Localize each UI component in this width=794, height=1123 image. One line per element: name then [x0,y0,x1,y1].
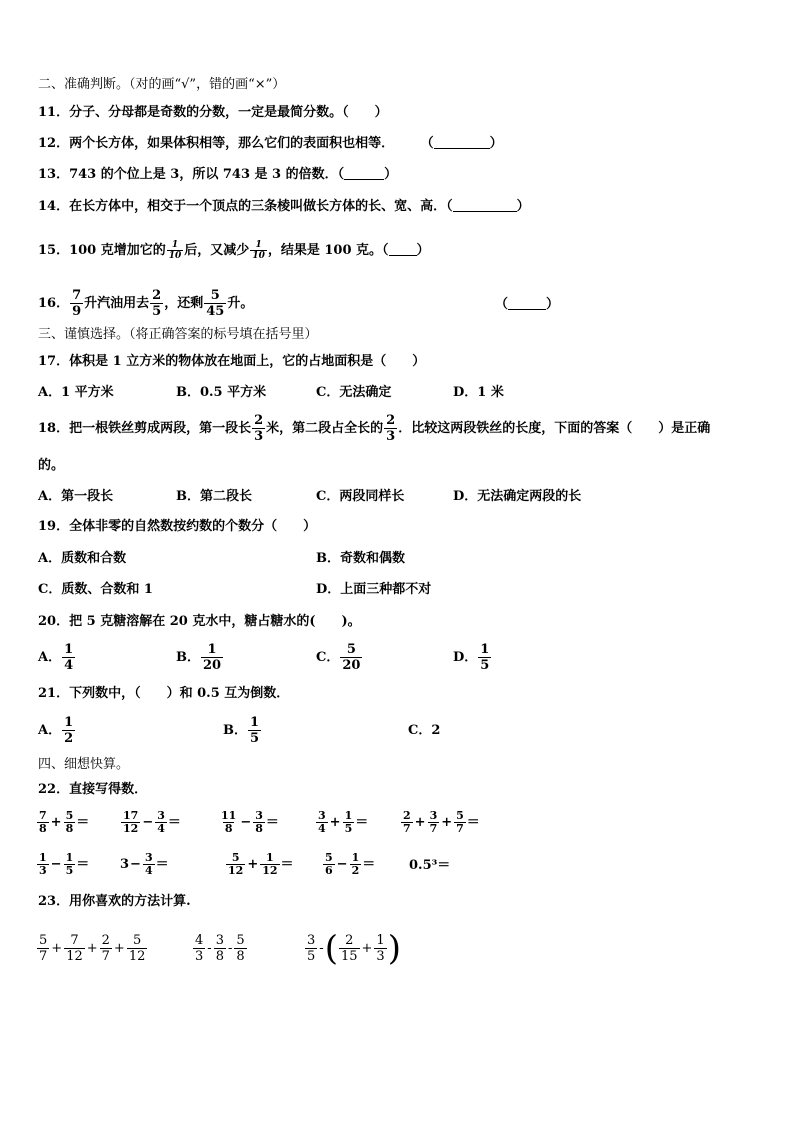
q22-expr-3: $\frac{11}{8}$ − $\frac{3}{8}$ ＝ [221,809,279,835]
q22-expr-4: $\frac{3}{4}$ + $\frac{1}{5}$ ＝ [318,809,369,835]
question-15-text-c: ，结果是 100 克。（ [267,243,389,258]
q19-option-a[interactable]: A．质数和合数 [38,551,127,566]
fraction: $\frac{2}{3}$ [386,413,396,444]
q18-option-c[interactable]: C．两段同样长 [316,489,405,504]
question-12-text: 12．两个长方体，如果体积相等，那么它们的表面积也相等． [38,136,395,151]
q22-expr-1: $\frac{7}{8}$ + $\frac{5}{8}$ ＝ [39,809,90,835]
q22-expr-8: $\frac{5}{12}$ + $\frac{1}{12}$ ＝ [228,851,294,877]
q20-option-c[interactable]: C． $\frac{5}{20}$ [316,642,361,673]
question-18 [38,411,710,447]
q17-option-a[interactable]: A．1 平方米 [38,385,114,400]
q19-option-b[interactable]: B．奇数和偶数 [316,551,405,566]
fraction: $\frac{1}{10}$ [252,240,265,261]
question-17: 17．体积是 1 立方米的物体放在地面上，它的占地面积是（ ） [38,354,426,369]
question-13-text: 13．743 的个位上是 3，所以 743 是 3 的倍数．（ [38,167,345,182]
paren-right: ） [416,243,430,258]
q22-expr-9: $\frac{5}{6}$ − $\frac{1}{2}$ ＝ [325,851,376,877]
paren-right: ） [489,136,503,151]
fraction: $\frac{1}{10}$ [168,240,182,261]
fraction: $\frac{1}{2}$ [64,715,74,746]
q19-option-d[interactable]: D．上面三种都不对 [316,582,432,597]
question-18-text-a: 18．把一根铁丝剪成两段，第一段长 [38,421,252,436]
fraction: $\frac{1}{5}$ [480,642,490,673]
fraction: $\frac{1}{5}$ [250,715,260,746]
q23-expr-3: $\frac{3}{5}$ -( $\frac{2}{15}$ + $\frac{1}{3}$ ) [307,928,401,969]
question-13 [38,167,397,183]
question-22: 22．直接写得数． [38,782,148,797]
q19-option-c[interactable]: C．质数、合数和 1 [38,582,153,597]
q18-option-a[interactable]: A．第一段长 [38,489,114,504]
answer-blank[interactable] [508,297,546,310]
question-18-tail: 的。 [38,458,65,473]
q22-expr-2: $\frac{17}{12}$ − $\frac{3}{4}$ ＝ [123,809,181,835]
q21-option-b[interactable]: B． $\frac{1}{5}$ [223,715,260,746]
q23-expr-1: $\frac{5}{7}$ + $\frac{7}{12}$ + $\frac{2}{7}$ + $\frac{5}{12}$ [39,933,146,964]
paren-right: ） [516,199,530,214]
q18-option-d[interactable]: D．无法确定两段的长 [453,489,582,504]
answer-blank[interactable] [344,167,384,180]
answer-blank[interactable] [389,243,417,256]
question-11: 11．分子、分母都是奇数的分数，一定是最简分数。（ ） [38,105,388,120]
fraction: $\frac{2}{5}$ [152,288,162,319]
q18-option-b[interactable]: B．第二段长 [176,489,252,504]
q23-expr-2: $\frac{4}{3}$ - $\frac{3}{8}$ - $\frac{5}{8}$ [195,933,245,964]
paren-left: （ [495,297,509,312]
q21-option-a[interactable]: A． $\frac{1}{2}$ [38,715,74,746]
question-14 [38,199,530,215]
right-paren: ) [387,928,401,969]
question-16 [38,286,253,322]
q22-expr-6: $\frac{1}{3}$ − $\frac{1}{5}$ ＝ [39,851,90,877]
q17-option-d[interactable]: D．1 米 [453,385,504,400]
question-12 [38,136,503,152]
answer-blank[interactable] [453,199,517,212]
paren-right: ） [384,167,398,182]
q21-option-c[interactable]: C．2 [408,723,441,738]
q17-option-c[interactable]: C．无法确定 [316,385,392,400]
fraction: $\frac{2}{3}$ [254,413,264,444]
question-23: 23．用你喜欢的方法计算. [38,894,191,909]
q20-option-d[interactable]: D． $\frac{1}{5}$ [453,642,490,673]
q20-option-b[interactable]: B． $\frac{1}{20}$ [176,642,222,673]
q22-expr-10: 0.5³＝ [409,858,451,873]
question-16-text-b: ，还剩 [164,296,204,311]
section-2-title: 二、准确判断。（对的画“√”，错的画“×”） [38,77,286,92]
question-19: 19．全体非零的自然数按约数的个数分（ ） [38,519,317,534]
question-16-text-c: 升。 [227,296,254,311]
paren-left: （ [420,136,434,151]
fraction: $\frac{7}{9}$ [72,288,82,319]
question-15-text-a: 15．100 克增加它的 [38,243,166,258]
q17-option-b[interactable]: B．0.5 平方米 [176,385,267,400]
question-16-answer [495,297,559,313]
question-18-text-c: ．比较这两段铁丝的长度，下面的答案（ ）是正确 [398,421,711,436]
question-20: 20．把 5 克糖溶解在 20 克水中，糖占糖水的( )。 [38,614,361,629]
question-16-number: 16． [38,296,70,311]
question-14-text: 14．在长方体中，相交于一个顶点的三条棱叫做长方体的长、宽、高．（ [38,199,453,214]
section-4-title: 四、细想快算。 [38,757,130,772]
q22-expr-7: 3− $\frac{3}{4}$ ＝ [120,851,169,877]
question-15-text-b: 后，又减少 [184,243,250,258]
fraction: $\frac{5}{45}$ [206,288,225,319]
q20-option-a[interactable]: A． $\frac{1}{4}$ [38,642,74,673]
answer-blank[interactable] [434,136,490,149]
section-3-title: 三、谨慎选择。（将正确答案的标号填在括号里） [38,327,318,342]
left-paren: ( [324,928,338,969]
q22-expr-5: $\frac{2}{7}$ + $\frac{3}{7}$ + $\frac{5}{7}$ ＝ [403,809,480,835]
question-16-text-a: 升汽油用去 [84,296,150,311]
fraction: $\frac{5}{20}$ [342,642,361,673]
fraction: $\frac{1}{20}$ [203,642,222,673]
question-15 [38,240,430,262]
question-21: 21．下列数中，（ ）和 0.5 互为倒数． [38,686,290,701]
paren-right: ） [546,297,560,312]
fraction: $\frac{1}{4}$ [64,642,74,673]
question-18-text-b: 米，第二段占全长的 [266,421,384,436]
